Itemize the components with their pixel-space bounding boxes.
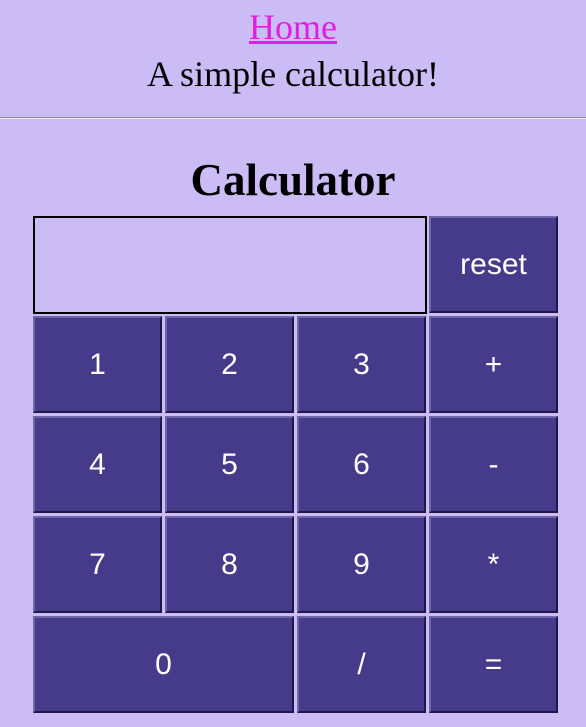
calculator-title: Calculator [190,155,396,205]
digit-8-button[interactable]: 8 [165,516,294,613]
digit-7-button[interactable]: 7 [33,516,162,613]
header-divider [0,117,586,119]
page-tagline: A simple calculator! [147,54,439,94]
digit-3-button[interactable]: 3 [297,316,426,413]
reset-button[interactable]: reset [429,216,558,313]
equals-button[interactable]: = [429,616,558,713]
digit-6-button[interactable]: 6 [297,416,426,513]
home-link[interactable]: Home [249,7,337,47]
digit-4-button[interactable]: 4 [33,416,162,513]
digit-1-button[interactable]: 1 [33,316,162,413]
digit-2-button[interactable]: 2 [165,316,294,413]
digit-9-button[interactable]: 9 [297,516,426,613]
digit-5-button[interactable]: 5 [165,416,294,513]
plus-button[interactable]: + [429,316,558,413]
digit-0-button[interactable]: 0 [33,616,294,713]
minus-button[interactable]: - [429,416,558,513]
page-header [0,0,586,117]
divide-button[interactable]: / [297,616,426,713]
calculator-display[interactable] [33,216,427,314]
multiply-button[interactable]: * [429,516,558,613]
